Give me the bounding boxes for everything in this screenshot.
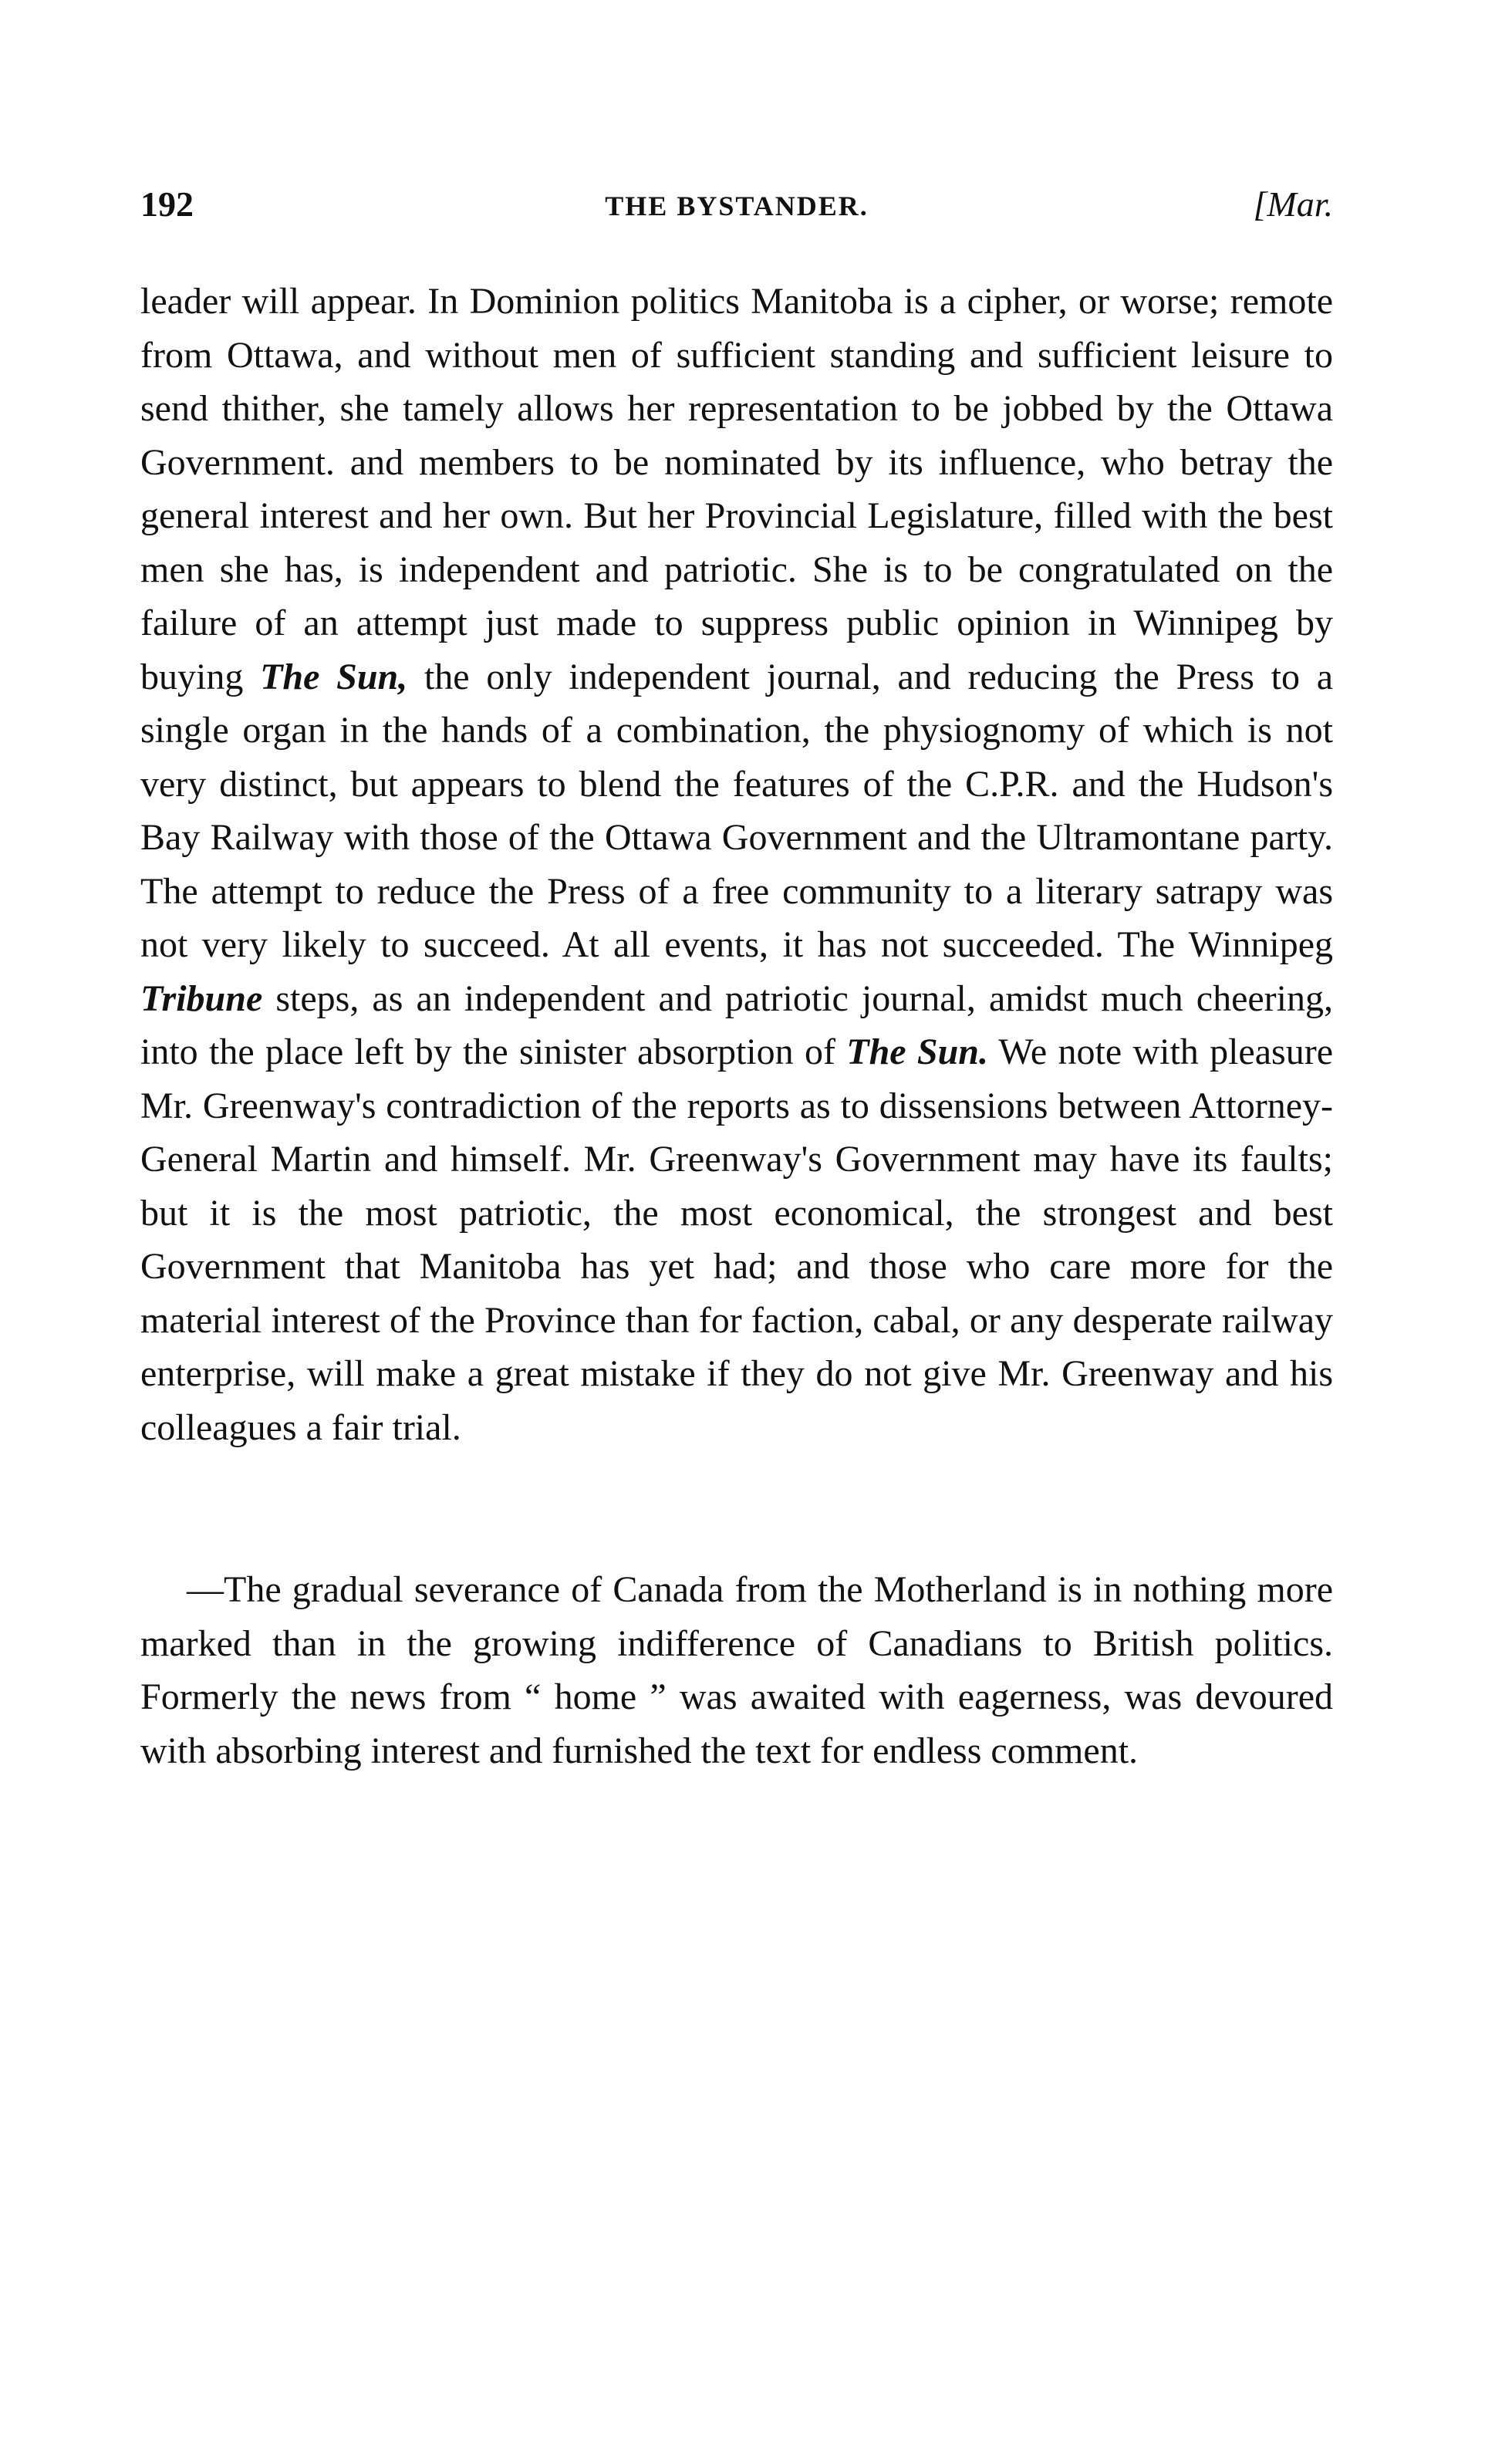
text-segment: steps, as an independent and patriotic journal, amidst much cheering, into the place left by the sinister absorption of bbox=[140, 977, 1333, 1072]
body-text bbox=[140, 275, 1333, 1777]
paragraph-canada-severance bbox=[140, 1563, 1333, 1777]
italic-title-the-sun: The Sun. bbox=[846, 1031, 988, 1072]
text-segment: —The gradual severance of Canada from the Motherland is in nothing more marked than in the growing indifference of Canadians to British politics. Formerly the news from “ home ” was awaited with eagerness, was devoured with absorbing interest and furnished the text for endless comment. bbox=[140, 1569, 1333, 1771]
italic-title-the-sun: The Sun, bbox=[260, 656, 408, 697]
section-mark: [Mar. bbox=[1253, 184, 1333, 224]
page-number: 192 bbox=[140, 184, 194, 224]
paragraph-manitoba-politics bbox=[140, 275, 1333, 1454]
text-segment: We note with pleasure Mr. Greenway's contradiction of the reports as to dissensions between Attorney-General Martin and himself. Mr. Greenway's Government may have its faults; but it is the most patriotic, the most economical, the strongest and best Government that Manitoba has yet had; and those who care more for the material interest of the Province than for faction, cabal, or any desperate railway enterprise, will make a great mistake if they do not give Mr. Greenway and his colleagues a fair trial. bbox=[140, 1031, 1333, 1448]
text-segment: the only independent journal, and reducing the Press to a single organ in the hands of a combination, the physiognomy of which is not very distinct, but appears to blend the features of the C.P.R. and the Hudson's Bay Railway with those of the Ottawa Government and the Ultramontane party. The attempt to reduce the Press of a free community to a literary satrapy was not very likely to succeed. At all events, it has not succeeded. The Winnipeg bbox=[140, 656, 1333, 965]
running-title: THE BYSTANDER. bbox=[605, 191, 869, 221]
text-segment: leader will appear. In Dominion politics Manitoba is a cipher, or worse; remote from Ottawa, and without men of sufficient standing and sufficient leisure to send thither, she tamely allows her representation to be jobbed by the Ottawa Government. and members to be nominated by its influence, who betray the general interest and her own. But her Provincial Legislature, filled with the best men she has, is independent and patriotic. She is to be congratulated on the failure of an attempt just made to suppress public opinion in Winnipeg by buying bbox=[140, 281, 1333, 697]
page-header bbox=[140, 184, 1333, 238]
italic-title-tribune: Tribune bbox=[140, 977, 263, 1019]
